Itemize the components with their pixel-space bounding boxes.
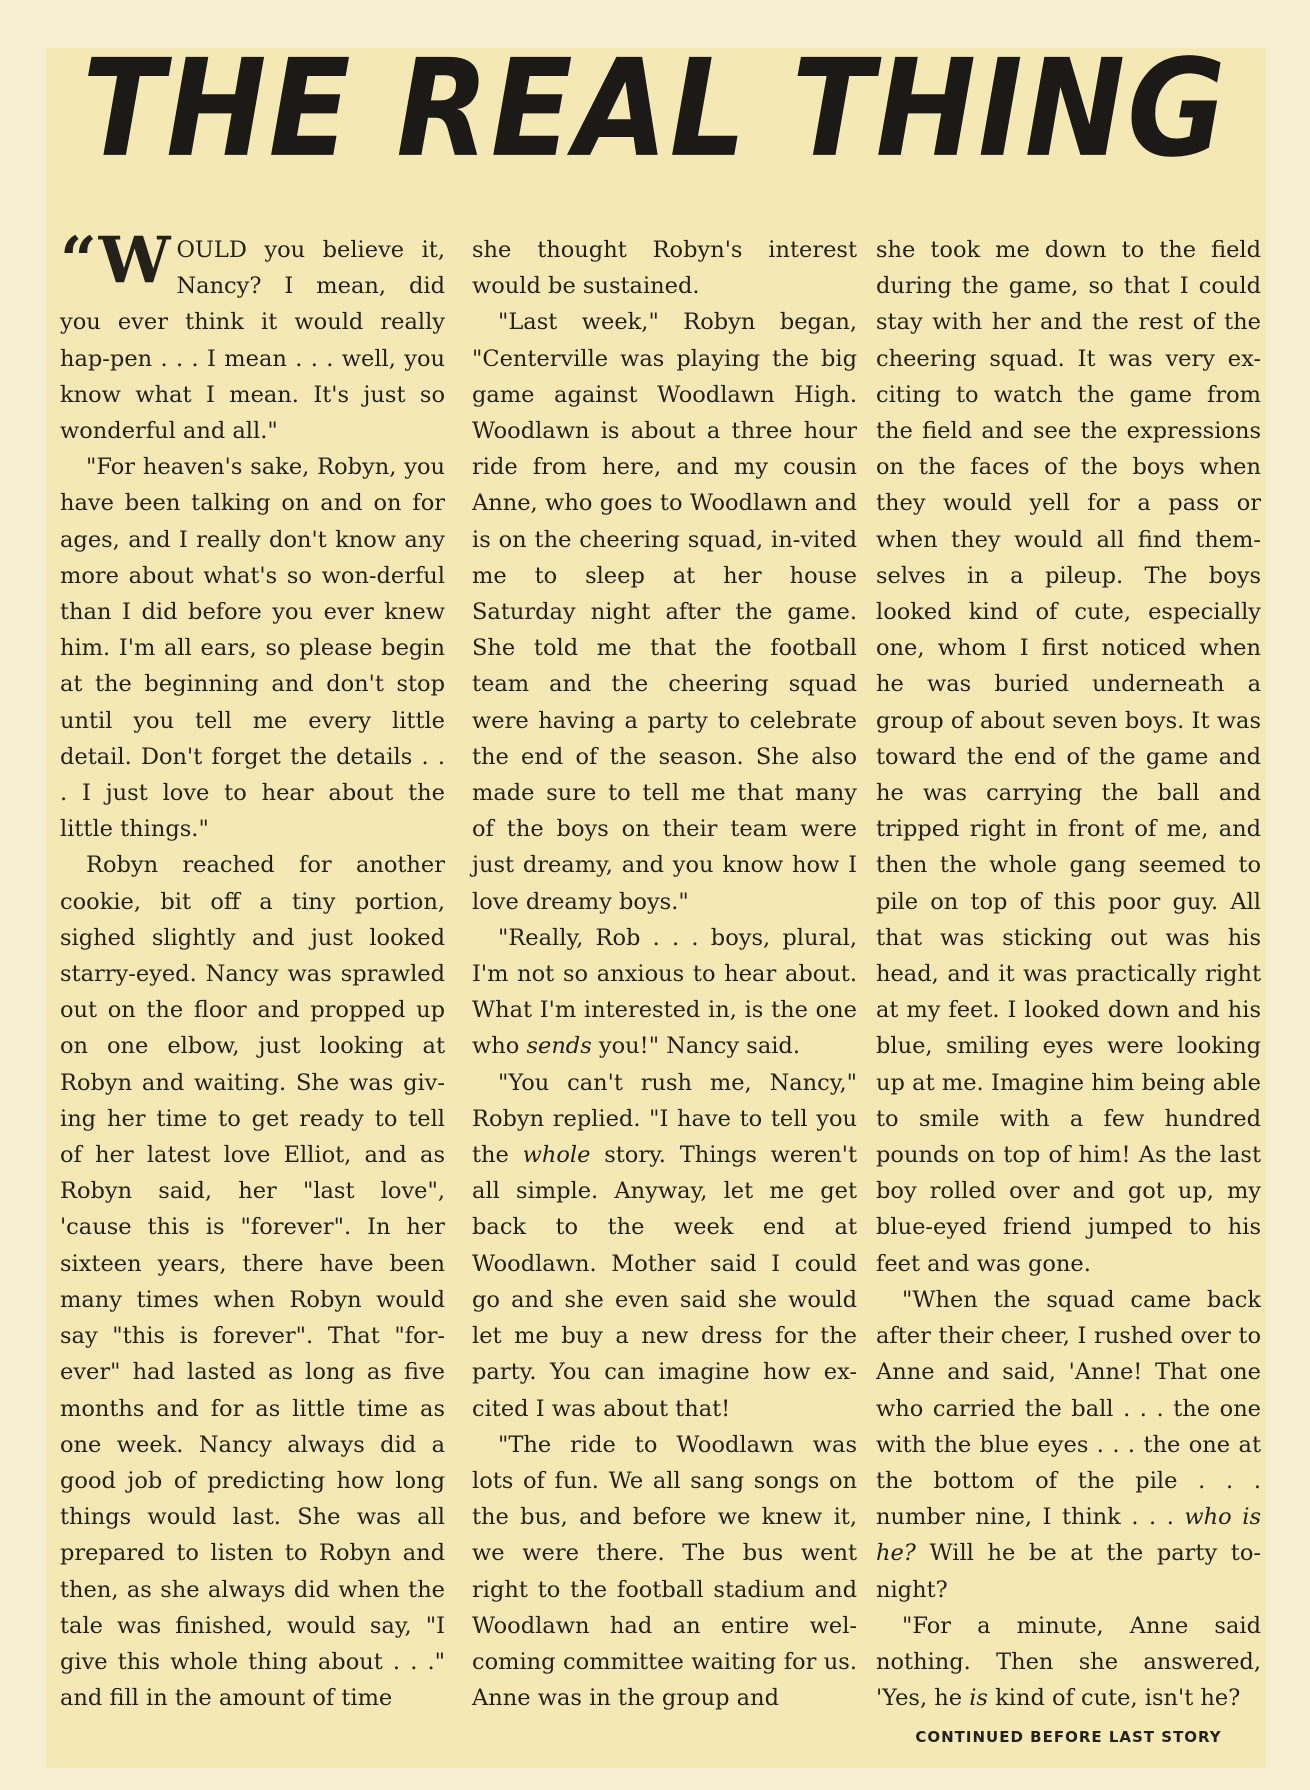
italic-word: sends bbox=[526, 1033, 592, 1060]
italic-words: who is he? bbox=[876, 1504, 1261, 1567]
continued-note: CONTINUED BEFORE LAST STORY bbox=[915, 1728, 1222, 1746]
paragraph bbox=[876, 1282, 1261, 1608]
paragraph bbox=[876, 1608, 1261, 1717]
drop-cap-letter: W bbox=[98, 223, 171, 298]
paragraph-text: you!" Nancy said. bbox=[591, 1033, 800, 1060]
paragraph-text: story. Things weren't all simple. Anyway, let me get back to the week end at Woodlawn. Mother said I could go and she even said she would let me buy a new dress for the party. You can imagine how ex-cited I was about that! bbox=[472, 1142, 857, 1422]
paragraph-text: "You can't rush me, Nancy," Robyn replied. "I have to tell you the bbox=[472, 1069, 857, 1169]
paragraph: "Last week," Robyn began, "Centerville was playing the big game against Woodlawn High. Woodlawn is about a three hour ride from here, and my cousin Anne, who goes to Woodlawn and is on the cheering squad, in-vited me to sleep at her house Saturday night after the game. She told me that the football team and the cheering squad were having a party to celebrate the end of the season. She also made sure to tell me that many of the boys on their team were just dreamy, and you know how I love dreamy boys." bbox=[472, 309, 857, 915]
paragraph-text: OULD you believe it, Nancy? I mean, did you ever think it would really hap-pen . . . I mean . . . well, you know what I mean. It's just so wonderful and all." bbox=[60, 237, 445, 445]
paragraph-text: "Really, Rob . . . boys, plural, I'm not so anxious to hear about. What I'm interested in, is the one who bbox=[472, 924, 857, 1060]
paragraph: "The ride to Woodlawn was lots of fun. We all sang songs on the bus, and before we knew it, we were there. The bus went right to the football stadium and Woodlawn had an entire wel-coming committee waiting for us. Anne was in the group and bbox=[472, 1431, 857, 1712]
paragraph: Robyn reached for another cookie, bit off a tiny portion, sighed slightly and just looked starry-eyed. Nancy was sprawled out on the floor and propped up on one elbow, just looking at Robyn and waiting. She was giv-ing her time to get ready to tell of her latest love Elliot, and as Robyn said, her "last love", 'cause this is "forever". In her sixteen years, there have been many times when Robyn would say "this is forever". That "for-ever" had lasted as long as five months and for as little time as one week. Nancy always did a good job of predicting how long things would last. She was all prepared to listen to Robyn and then, as she always did when the tale was finished, would say, "I give this whole thing about . . ." and fill in the amount of time bbox=[60, 852, 445, 1712]
paragraph bbox=[472, 1065, 857, 1427]
column-2 bbox=[472, 232, 857, 1716]
column-3 bbox=[876, 232, 1261, 1716]
paragraph-text: "When the squad came back after their cheer, I rushed over to Anne and said, 'Anne! That one who carried the ball . . . the one with the blue eyes . . . the one at the bottom of the pile . . . number nine, I think . . . bbox=[876, 1286, 1261, 1531]
paragraph: she took me down to the field during the game, so that I could stay with her and the rest of the cheering squad. It was very ex-citing to watch the game from the field and see the expressions on the faces of the boys when they would yell for a pass or when they would all find them-selves in a pileup. The boys looked kind of cute, especially one, whom I first noticed when he was buried underneath a group of about seven boys. It was toward the end of the game and he was carrying the ball and tripped right in front of me, and then the whole gang seemed to pile on top of this poor guy. All that was sticking out was his head, and it was practically right at my feet. I looked down and his blue, smiling eyes were looking up at me. Imagine him being able to smile with a few hundred pounds on top of him! As the last boy rolled over and got up, my blue-eyed friend jumped to his feet and was gone. bbox=[876, 237, 1261, 1277]
paragraph bbox=[472, 920, 857, 1065]
italic-word: is bbox=[969, 1685, 988, 1712]
paragraph: "For heaven's sake, Robyn, you have been talking on and on for ages, and I really don't know any more about what's so won-derful than I did before you ever knew him. I'm all ears, so please begin at the beginning and don't stop until you tell me every little detail. Don't forget the details . . . I just love to hear about the little things." bbox=[60, 454, 445, 843]
drop-cap-quote: “ bbox=[60, 223, 99, 298]
paragraph-text: kind of cute, isn't he? bbox=[987, 1685, 1241, 1712]
italic-word: whole bbox=[522, 1142, 591, 1169]
paragraph-text: "For a minute, Anne said nothing. Then she answered, 'Yes, he bbox=[876, 1612, 1261, 1712]
paragraph-text: Will he be at the party to-night? bbox=[876, 1540, 1261, 1603]
story-title: THE REAL THING bbox=[82, 31, 1228, 188]
drop-cap bbox=[60, 223, 171, 298]
paragraph bbox=[60, 223, 445, 449]
paragraph: she thought Robyn's interest would be sustained. bbox=[472, 237, 857, 300]
column-1 bbox=[60, 223, 445, 1716]
